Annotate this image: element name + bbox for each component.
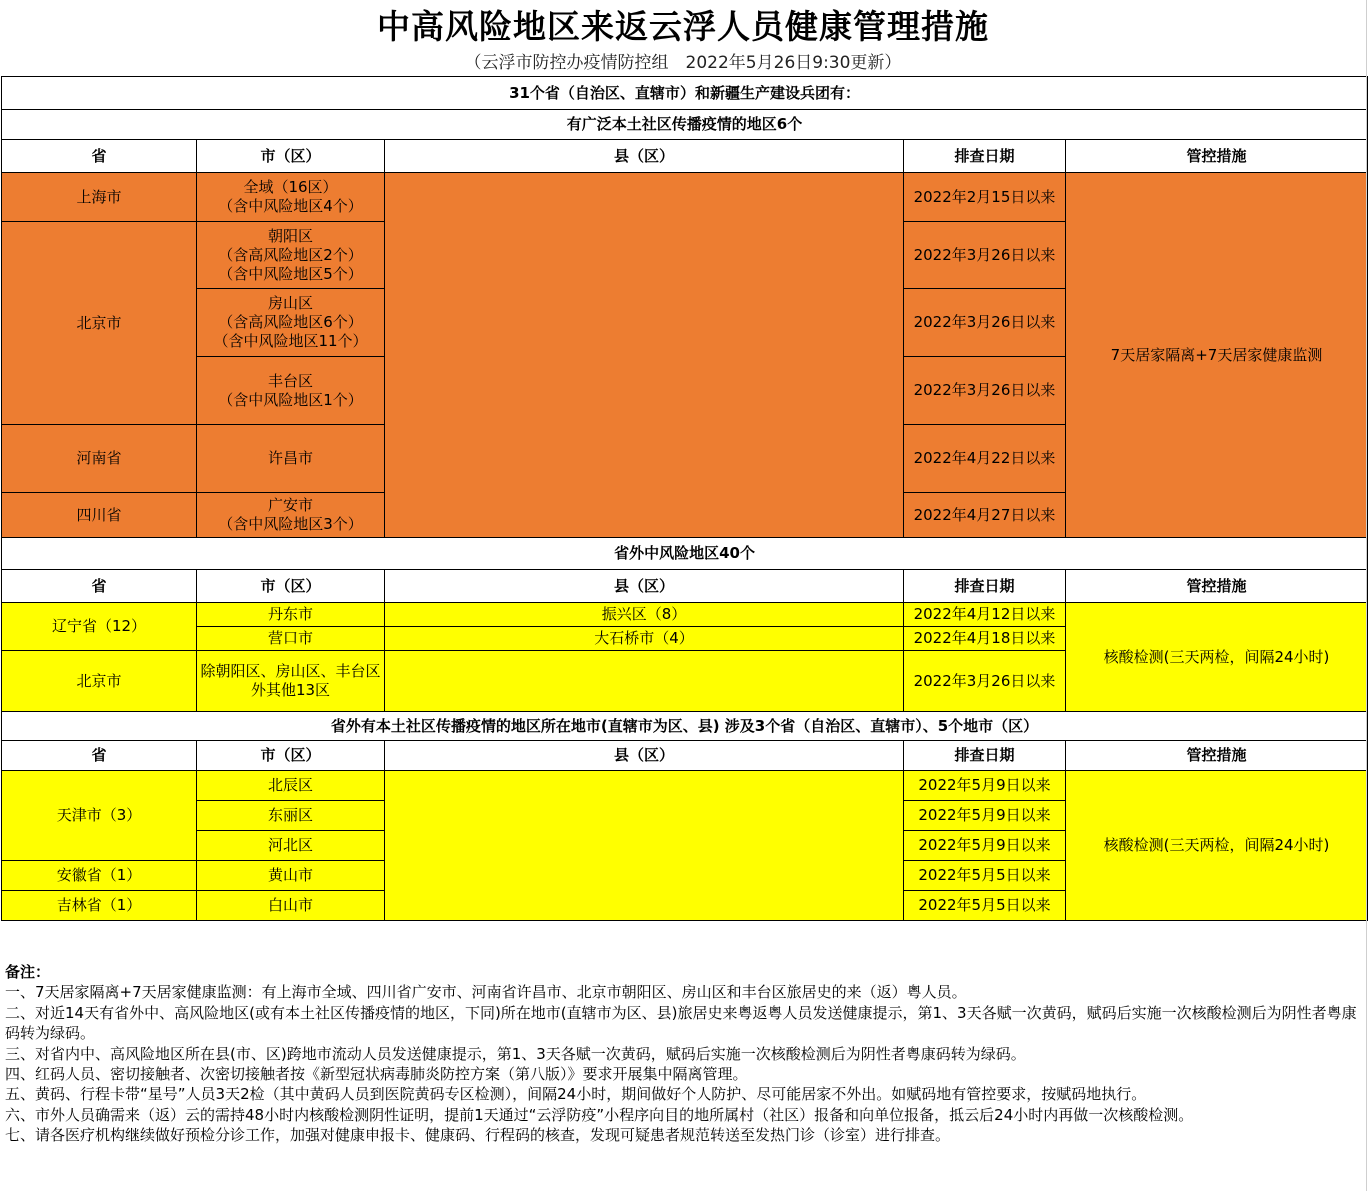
note-item: 五、黄码、行程卡带“星号”人员3天2检（其中黄码人员到医院黄码专区检测），间隔24小时，期间做好个人防护、尽可能居家不外出。如赋码地有管控要求，按赋码地执行。 [5, 1085, 1147, 1104]
measure-cell: 核酸检测(三天两检，间隔24小时) [1066, 771, 1368, 921]
city-line: （含中风险地区1个） [218, 390, 363, 409]
city-line: （含中风险地区3个） [218, 515, 363, 533]
notes-title: 备注： [5, 963, 51, 981]
date-cell: 2022年5月5日以来 [904, 891, 1066, 921]
county-cell: 振兴区（8） [385, 603, 904, 627]
header-province: 省 [2, 741, 197, 771]
county-cell [385, 651, 904, 712]
province-cell: 辽宁省（12） [2, 603, 197, 651]
county-cell [385, 173, 904, 538]
section1-header-row [2, 140, 1368, 173]
header-city: 市（区） [197, 741, 385, 771]
scope-row: 31个省（自治区、直辖市）和新疆生产建设兵团有： [2, 77, 1368, 110]
header-measure: 管控措施 [1066, 570, 1368, 603]
province-cell: 北京市 [2, 651, 197, 712]
section1-title: 有广泛本土社区传播疫情的地区6个 [2, 110, 1368, 140]
city-line: （含中风险地区4个） [218, 197, 363, 215]
section2-header-row [2, 570, 1368, 603]
province-cell: 吉林省（1） [2, 891, 197, 921]
header-county: 县（区） [385, 140, 904, 173]
city-line: （含高风险地区2个） [218, 245, 363, 264]
note-item: 七、请各医疗机构继续做好预检分诊工作，加强对健康申报卡、健康码、行程码的核查，发现可疑患者规范转送至发热门诊（诊室）进行排查。 [5, 1126, 951, 1145]
section3-title: 省外有本土社区传播疫情的地区所在地市(直辖市为区、县) 涉及3个省（自治区、直辖市）、5个地市（区） [2, 712, 1368, 741]
header-city: 市（区） [197, 140, 385, 173]
date-cell: 2022年3月26日以来 [904, 222, 1066, 289]
city-line: 房山区 [267, 294, 313, 312]
city-line: （含高风险地区6个） [218, 313, 363, 331]
city-cell: 除朝阳区、房山区、丰台区外其他13区 [197, 651, 385, 712]
date-cell: 2022年4月27日以来 [904, 493, 1066, 538]
header-city: 市（区） [197, 570, 385, 603]
header-measure: 管控措施 [1066, 741, 1368, 771]
risk-area-table [1, 76, 1368, 921]
city-cell [197, 222, 385, 289]
note-item: 一、7天居家隔离+7天居家健康监测：有上海市全域、四川省广安市、河南省许昌市、北京市朝阳区、房山区和丰台区旅居史的来（返）粤人员。 [5, 983, 967, 1002]
note-item: 三、对省内中、高风险地区所在县(市、区)跨地市流动人员发送健康提示，第1、3天各赋一次黄码，赋码后实施一次核酸检测后为阴性者粤康码转为绿码。 [5, 1044, 1026, 1063]
province-cell: 四川省 [2, 493, 197, 538]
city-line: （含中风险地区5个） [218, 264, 363, 283]
city-cell: 北辰区 [197, 771, 385, 801]
page-border [1366, 0, 1367, 1191]
province-cell: 安徽省（1） [2, 861, 197, 891]
city-line: 广安市 [267, 496, 313, 514]
measure-cell: 核酸检测(三天两检，间隔24小时) [1066, 603, 1368, 712]
city-cell [197, 173, 385, 222]
date-cell: 2022年3月26日以来 [904, 289, 1066, 357]
date-cell: 2022年5月9日以来 [904, 831, 1066, 861]
province-cell: 天津市（3） [2, 771, 197, 861]
city-cell: 丹东市 [197, 603, 385, 627]
city-cell: 东丽区 [197, 801, 385, 831]
date-cell: 2022年2月15日以来 [904, 173, 1066, 222]
city-line: 丰台区 [267, 371, 313, 390]
note-item: 四、红码人员、密切接触者、次密切接触者按《新型冠状病毒肺炎防控方案（第八版）》要求开展集中隔离管理。 [5, 1065, 748, 1084]
county-cell: 大石桥市（4） [385, 627, 904, 651]
city-cell [197, 425, 385, 493]
header-measure: 管控措施 [1066, 140, 1368, 173]
city-cell [197, 289, 385, 357]
table-row [2, 603, 1368, 627]
table-row [2, 173, 1368, 222]
page-subtitle: （云浮市防控办疫情防控组 2022年5月26日9:30更新） [464, 53, 902, 73]
date-cell: 2022年5月5日以来 [904, 861, 1066, 891]
city-cell [197, 493, 385, 538]
header-province: 省 [2, 140, 197, 173]
date-cell: 2022年5月9日以来 [904, 801, 1066, 831]
page-title: 中高风险地区来返云浮人员健康管理措施 [377, 7, 989, 46]
header-province: 省 [2, 570, 197, 603]
city-cell: 白山市 [197, 891, 385, 921]
date-cell: 2022年4月18日以来 [904, 627, 1066, 651]
header-county: 县（区） [385, 570, 904, 603]
header-county: 县（区） [385, 741, 904, 771]
province-cell: 河南省 [2, 425, 197, 493]
note-item: 二、对近14天有省外中、高风险地区(或有本土社区传播疫情的地区，下同)所在地市(直辖市为区、县)旅居史来粤返粤人员发送健康提示，第1、3天各赋一次黄码，赋码后实施一次核酸检测后为阴性者粤康码转为绿码。 [5, 1003, 1357, 1043]
date-cell: 2022年5月9日以来 [904, 771, 1066, 801]
date-cell: 2022年4月12日以来 [904, 603, 1066, 627]
section2-title: 省外中风险地区40个 [2, 538, 1368, 570]
date-cell: 2022年4月22日以来 [904, 425, 1066, 493]
note-item: 六、市外人员确需来（返）云的需持48小时内核酸检测阴性证明，提前1天通过“云浮防疫”小程序向目的地所属村（社区）报备和向单位报备，抵云后24小时内再做一次核酸检测。 [5, 1105, 1194, 1124]
city-cell: 黄山市 [197, 861, 385, 891]
city-line: 许昌市 [267, 449, 313, 467]
county-cell [385, 771, 904, 921]
header-date: 排查日期 [904, 570, 1066, 603]
header-date: 排查日期 [904, 140, 1066, 173]
province-cell: 北京市 [2, 222, 197, 425]
province-cell: 上海市 [2, 173, 197, 222]
header-date: 排查日期 [904, 741, 1066, 771]
city-line: 全域（16区） [243, 178, 338, 196]
city-line: （含中风险地区11个） [213, 332, 368, 350]
city-cell: 营口市 [197, 627, 385, 651]
date-cell: 2022年3月26日以来 [904, 651, 1066, 712]
city-cell: 河北区 [197, 831, 385, 861]
table-row [2, 771, 1368, 801]
notes [5, 962, 1365, 1146]
date-cell: 2022年3月26日以来 [904, 357, 1066, 425]
city-line: 朝阳区 [267, 226, 313, 245]
measure-cell: 7天居家隔离+7天居家健康监测 [1066, 173, 1368, 538]
section3-header-row [2, 741, 1368, 771]
city-cell [197, 357, 385, 425]
